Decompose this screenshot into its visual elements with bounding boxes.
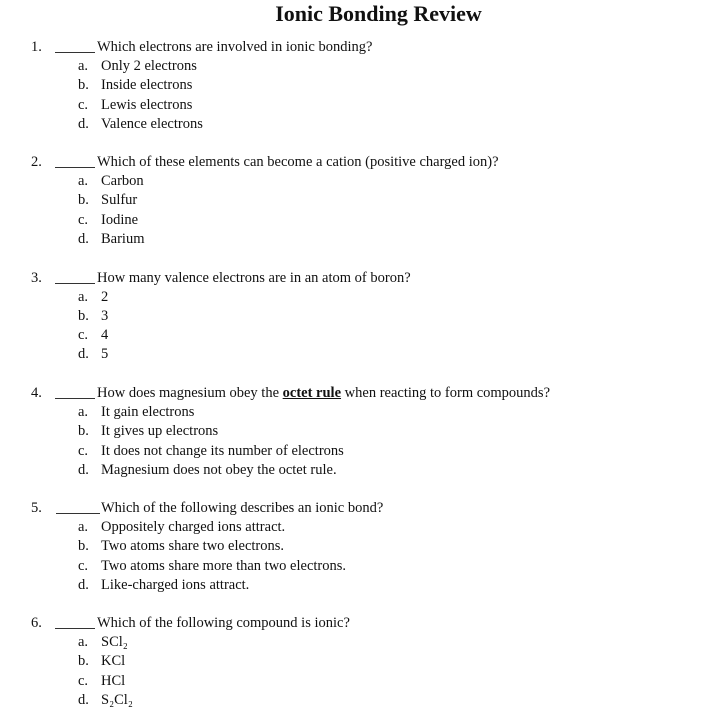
answer-option[interactable] (0, 191, 715, 210)
question-line (0, 38, 715, 57)
answer-option[interactable] (0, 518, 715, 537)
option-text: Valence electrons (101, 115, 203, 132)
question-number: 2. (31, 154, 42, 170)
question-4 (0, 384, 715, 480)
question-text (97, 614, 350, 633)
answer-option[interactable] (0, 230, 715, 249)
answer-option[interactable] (0, 461, 715, 480)
option-text: Barium (101, 230, 145, 247)
answer-option[interactable] (0, 403, 715, 422)
option-letter: d. (78, 691, 89, 708)
option-text: Two atoms share more than two electrons. (101, 557, 347, 574)
option-text: 2 (101, 288, 109, 305)
question-line (0, 269, 715, 288)
option-text: 5 (101, 346, 109, 363)
question-text (97, 269, 411, 288)
question-text-main: Which of the following describes an ionic bond? (101, 500, 384, 516)
option-letter: b. (78, 307, 89, 324)
question-number: 6. (31, 615, 42, 631)
answer-blank[interactable] (55, 167, 95, 168)
option-text: Only 2 electrons (101, 58, 197, 75)
answer-blank[interactable] (55, 283, 95, 284)
option-letter: c. (78, 211, 89, 228)
option-letter: c. (78, 557, 89, 574)
question-line (0, 614, 715, 633)
answer-option[interactable] (0, 557, 715, 576)
answer-option[interactable] (0, 288, 715, 307)
answer-option[interactable] (0, 76, 715, 95)
answer-blank[interactable] (56, 513, 100, 514)
answer-option[interactable] (0, 57, 715, 76)
answer-option[interactable] (0, 633, 715, 652)
option-letter: b. (78, 77, 89, 94)
question-5 (0, 499, 715, 595)
option-letter: a. (78, 404, 89, 421)
option-letter: a. (78, 288, 89, 305)
answer-option[interactable] (0, 652, 715, 671)
option-letter: d. (78, 346, 89, 363)
answer-blank[interactable] (55, 398, 95, 399)
option-letter: d. (78, 230, 89, 247)
option-letter: b. (78, 538, 89, 555)
answer-option[interactable] (0, 211, 715, 230)
option-text: Sulfur (101, 192, 138, 209)
option-letter: c. (78, 672, 89, 689)
question-text-main: Which of the following compound is ionic? (97, 615, 350, 631)
question-line (0, 384, 715, 403)
question-text (101, 499, 383, 518)
question-number: 4. (31, 385, 42, 401)
question-text-main: How does magnesium obey the (97, 385, 283, 401)
page-title: Ionic Bonding Review (275, 1, 482, 26)
answer-option[interactable] (0, 307, 715, 326)
question-6 (0, 614, 715, 710)
option-text: It gives up electrons (101, 423, 219, 440)
answer-option[interactable] (0, 345, 715, 364)
question-text (97, 153, 499, 172)
answer-option[interactable] (0, 326, 715, 345)
question-line (0, 499, 715, 518)
answer-option[interactable] (0, 576, 715, 595)
option-letter: b. (78, 653, 89, 670)
question-text-after: when reacting to form compounds? (341, 385, 551, 401)
option-text: 3 (101, 307, 109, 324)
option-letter: a. (78, 519, 89, 536)
question-number: 3. (31, 269, 42, 286)
option-letter: d. (78, 461, 89, 478)
option-text: SCl₂ (101, 634, 128, 651)
answer-option[interactable] (0, 537, 715, 556)
option-text: KCl (101, 653, 126, 670)
option-text: Magnesium does not obey the octet rule. (101, 461, 337, 478)
option-letter: d. (78, 576, 89, 593)
answer-option[interactable] (0, 672, 715, 691)
option-letter: c. (78, 327, 89, 344)
answer-blank[interactable] (55, 628, 95, 629)
question-3 (0, 269, 715, 365)
answer-option[interactable] (0, 442, 715, 461)
option-text: It does not change its number of electrons (101, 442, 344, 459)
option-letter: d. (78, 115, 89, 132)
option-text: Inside electrons (101, 77, 193, 94)
option-letter: b. (78, 192, 89, 209)
answer-option[interactable] (0, 96, 715, 115)
question-text (97, 38, 372, 57)
question-number: 5. (31, 500, 42, 516)
question-text-main: How many valence electrons are in an atom of boron? (97, 269, 411, 286)
question-line (0, 153, 715, 172)
option-letter: a. (78, 173, 89, 190)
option-text: HCl (101, 672, 126, 689)
answer-option[interactable] (0, 422, 715, 441)
answer-option[interactable] (0, 691, 715, 710)
question-emphasis: octet rule (282, 385, 342, 401)
question-2 (0, 153, 715, 249)
question-text (97, 384, 550, 403)
question-number: 1. (31, 39, 42, 55)
question-1 (0, 38, 715, 134)
option-letter: b. (78, 423, 89, 440)
option-letter: c. (78, 442, 89, 459)
option-text: Like-charged ions attract. (101, 576, 250, 593)
answer-option[interactable] (0, 115, 715, 134)
option-letter: c. (78, 96, 89, 113)
option-text: Carbon (101, 173, 144, 190)
option-text: S₂Cl₂ (101, 691, 133, 708)
option-text: It gain electrons (101, 404, 195, 421)
option-letter: a. (78, 634, 89, 651)
option-text: Two atoms share two electrons. (101, 538, 285, 555)
option-text: Lewis electrons (101, 96, 193, 113)
answer-option[interactable] (0, 172, 715, 191)
option-letter: a. (78, 58, 89, 75)
option-text: Oppositely charged ions attract. (101, 519, 286, 536)
question-text-main: Which electrons are involved in ionic bonding? (97, 39, 373, 55)
question-text-main: Which of these elements can become a cation (positive charged ion)? (97, 154, 499, 170)
option-text: 4 (101, 327, 109, 344)
option-text: Iodine (101, 211, 139, 228)
answer-blank[interactable] (55, 52, 95, 53)
